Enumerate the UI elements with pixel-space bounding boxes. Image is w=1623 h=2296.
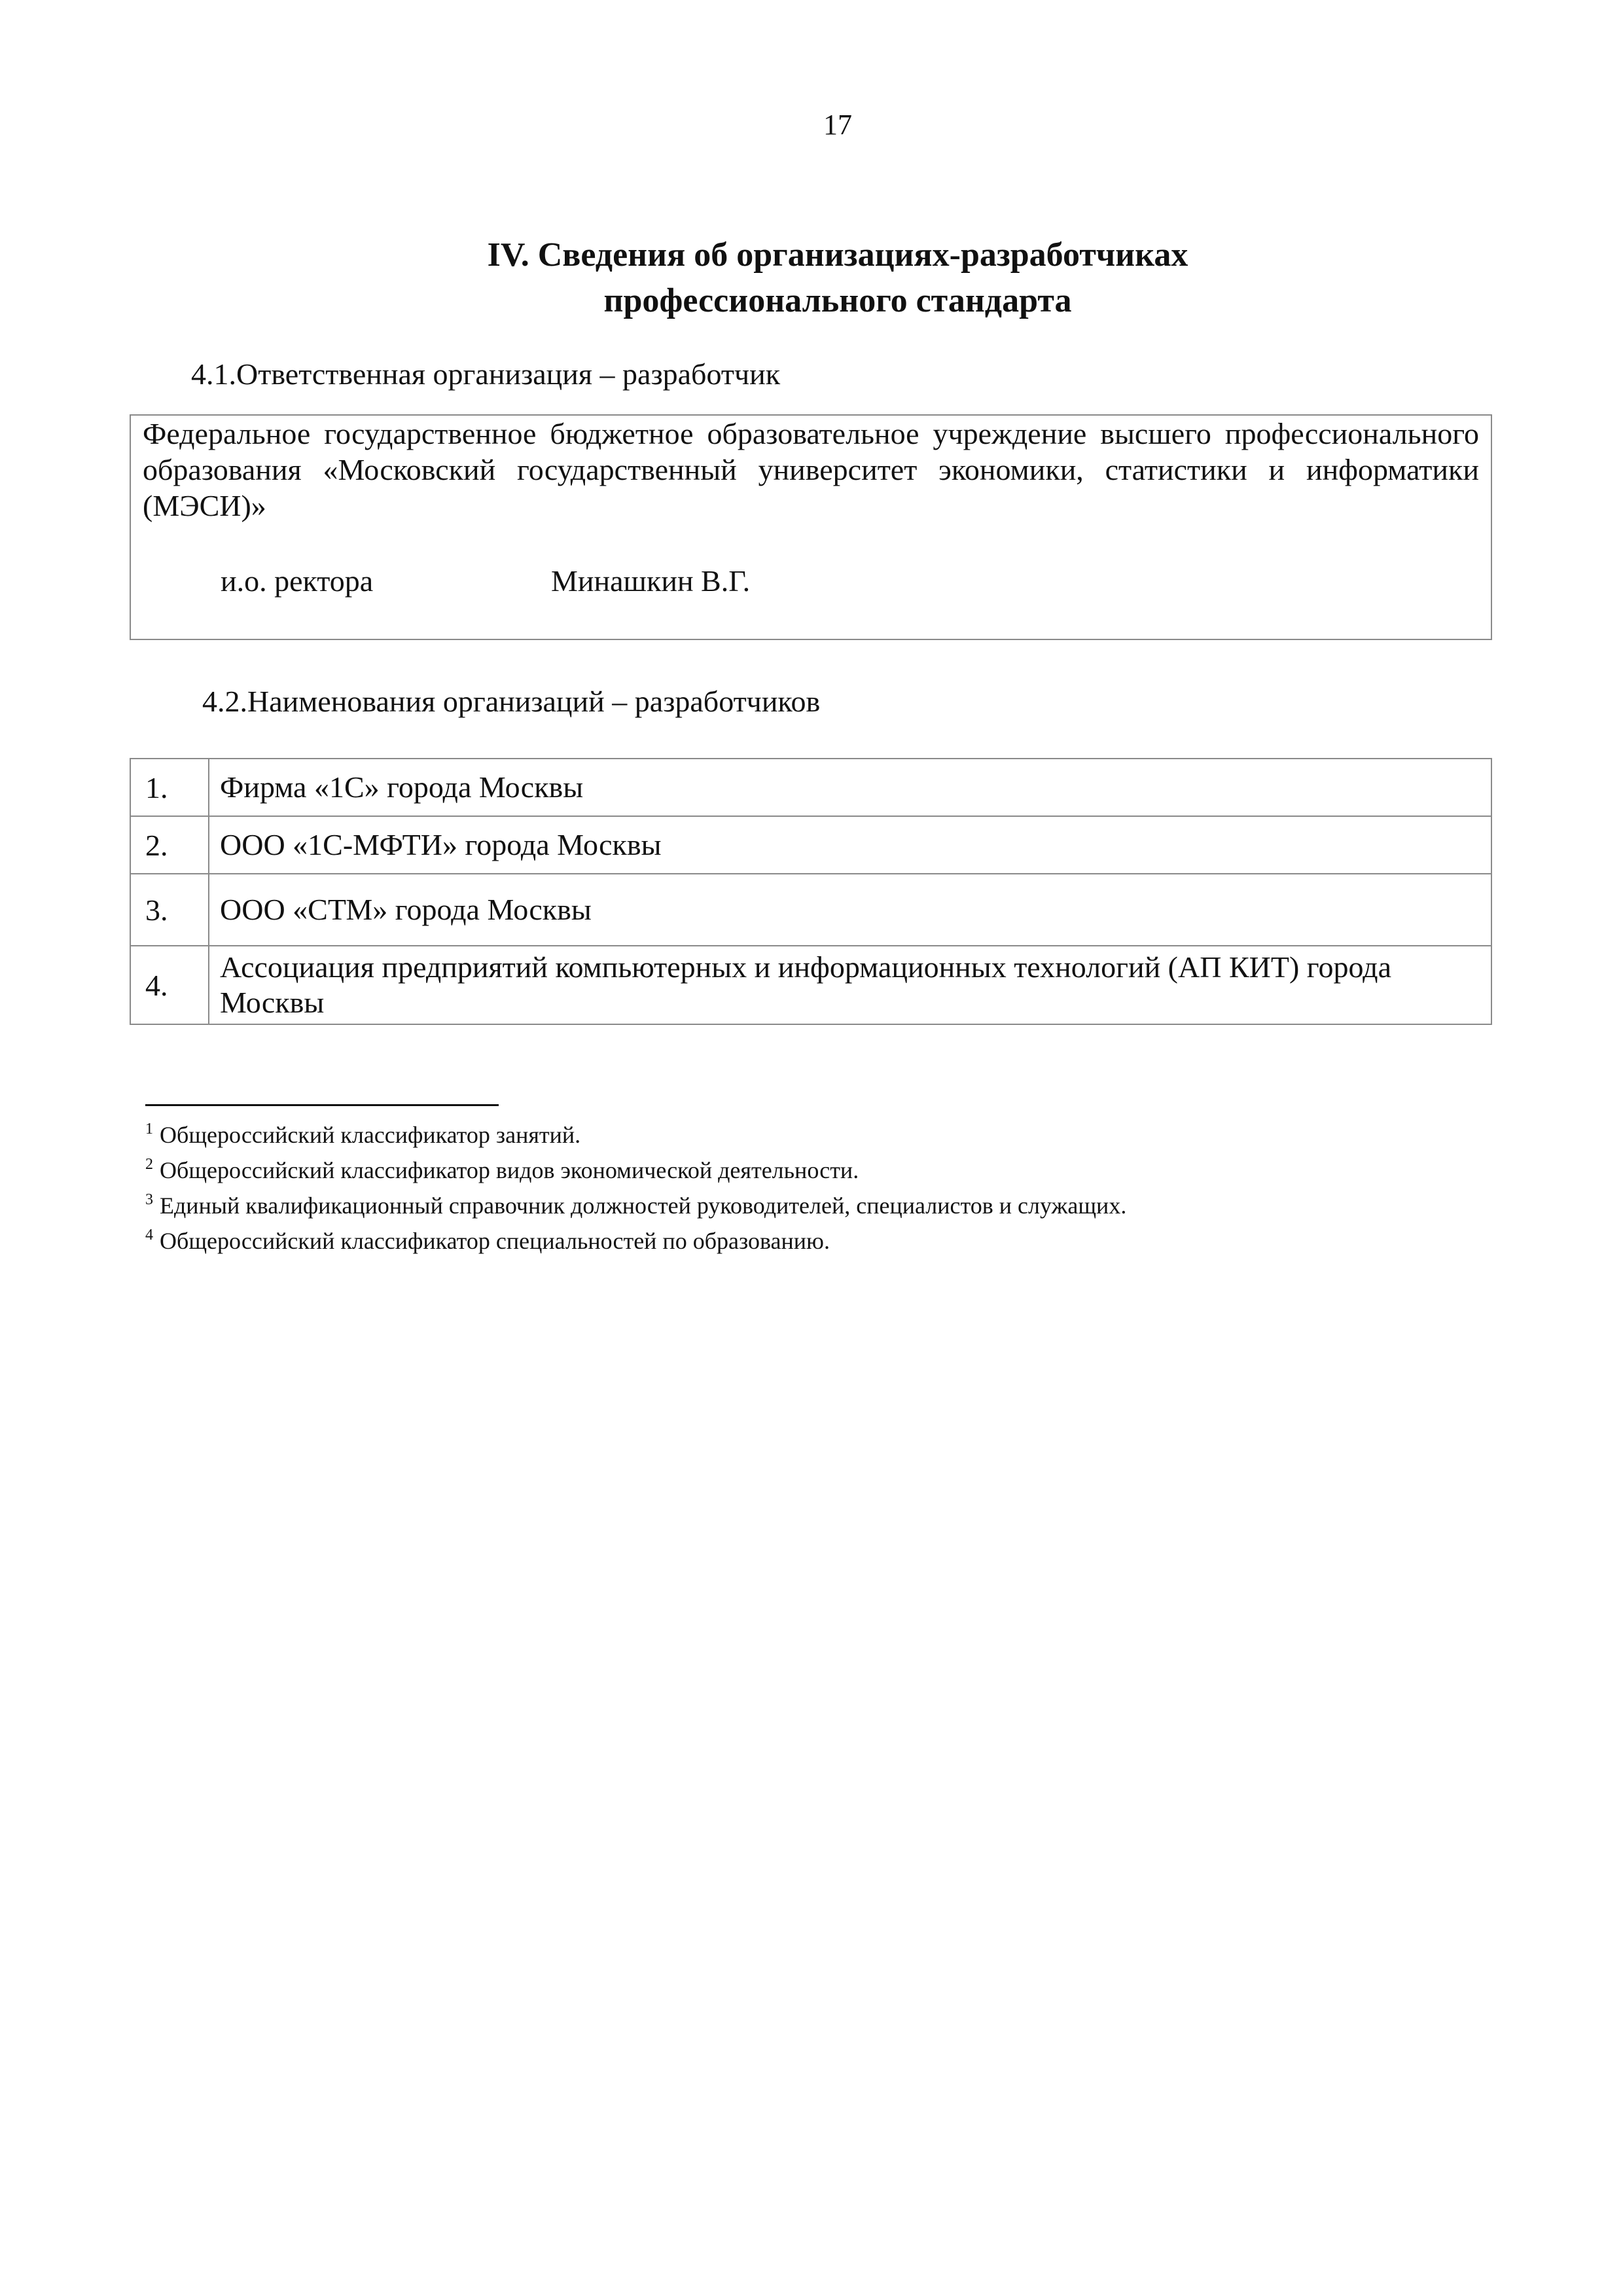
row-number: 4. [130, 946, 209, 1024]
page-number: 17 [823, 109, 852, 141]
developers-heading: 4.2.Наименования организаций – разработчиков [202, 685, 821, 718]
footnote [145, 1156, 859, 1184]
section-title-line2: профессионального стандарта [603, 282, 1072, 319]
footnote-text: Единый квалификационный справочник должностей руководителей, специалистов и служащих. [160, 1193, 1127, 1219]
footnote-mark: 4 [145, 1227, 153, 1244]
row-number: 1. [130, 759, 209, 816]
footnote [145, 1121, 580, 1149]
table-row [130, 946, 1491, 1024]
responsible-org-name: Федеральное государственное бюджетное образовательное учреждение высшего профессионального образования «Московский государственный университет экономики, статистики и информатики (МЭСИ)» [143, 417, 1479, 522]
org-name-cell: ООО «1С-МФТИ» города Москвы [209, 816, 1491, 874]
org-name-cell: Ассоциация предприятий компьютерных и информационных технологий (АП КИТ) города Москвы [209, 946, 1491, 1024]
responsible-org-heading: 4.1.Ответственная организация – разработчик [191, 357, 781, 391]
footnote [145, 1227, 830, 1255]
table-row [130, 874, 1491, 946]
footnote-mark: 3 [145, 1191, 153, 1208]
footnote-text: Общероссийский классификатор видов экономической деятельности. [160, 1157, 859, 1183]
footnote-mark: 2 [145, 1156, 153, 1173]
org-name-cell: Фирма «1С» города Москвы [209, 759, 1491, 816]
footnote-mark: 1 [145, 1121, 153, 1138]
footnote-text: Общероссийский классификатор специальностей по образованию. [160, 1228, 830, 1254]
footnote [145, 1191, 1126, 1219]
org-name-cell: ООО «СТМ» города Москвы [209, 874, 1491, 946]
footnote-separator [145, 1104, 499, 1106]
section-title-line1: IV. Сведения об организациях-разработчиках [487, 236, 1188, 274]
signatory-position: и.о. ректора [221, 564, 374, 598]
row-number: 2. [130, 816, 209, 874]
table-row [130, 816, 1491, 874]
signatory-name: Минашкин В.Г. [551, 564, 751, 598]
footnote-text: Общероссийский классификатор занятий. [160, 1122, 581, 1148]
responsible-org-box [130, 414, 1492, 640]
table-row [130, 759, 1491, 816]
row-number: 3. [130, 874, 209, 946]
developers-table [130, 758, 1492, 1025]
